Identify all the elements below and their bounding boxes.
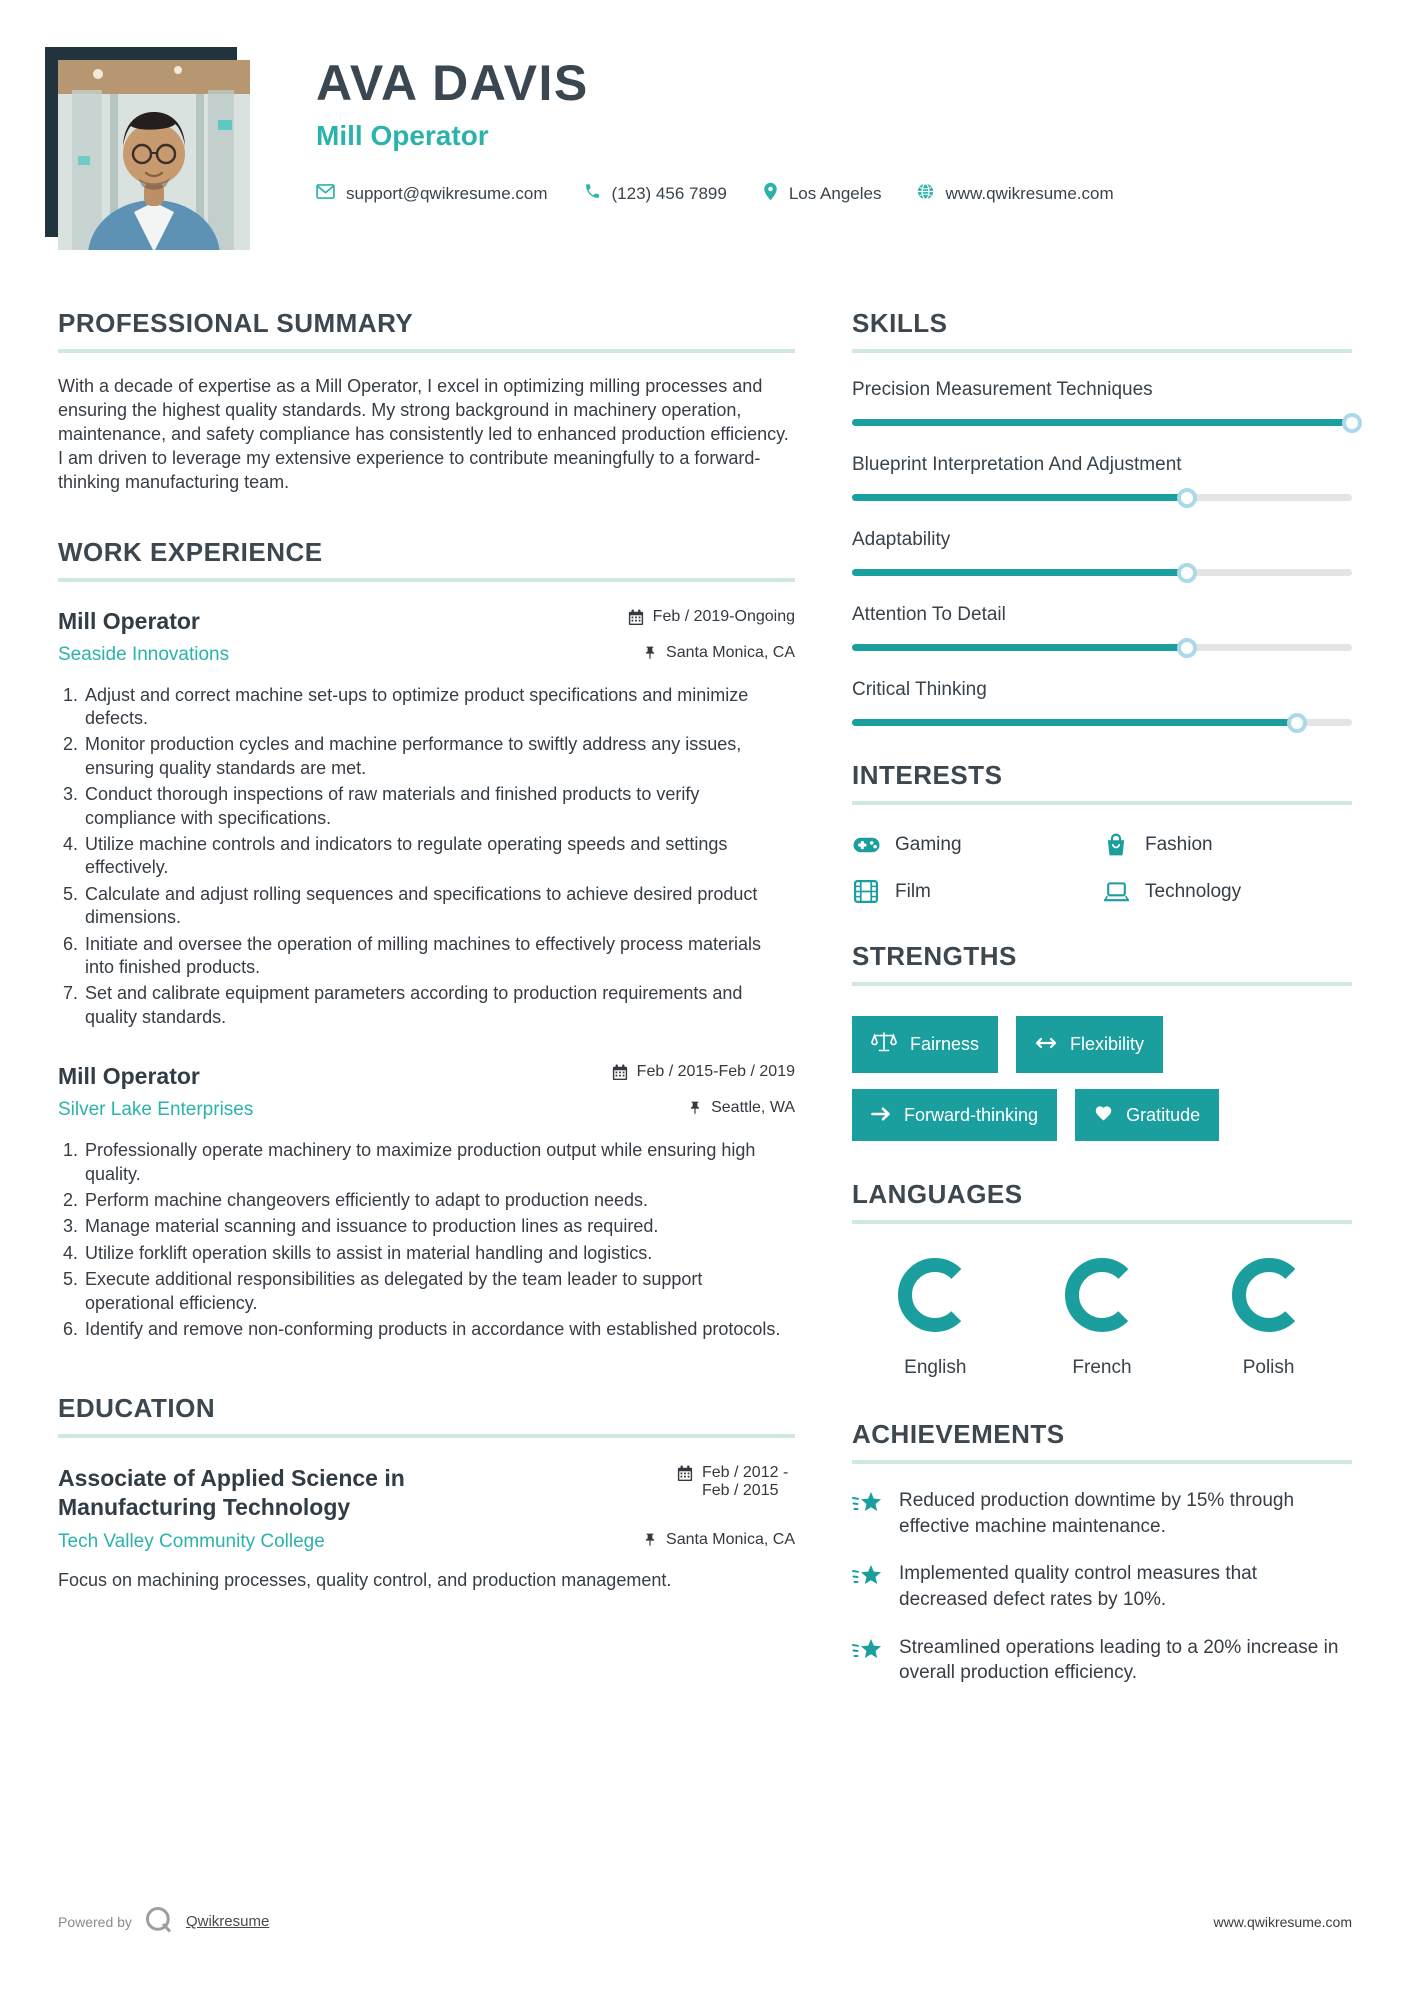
job-entry-2 [58,1063,795,1341]
language-donut-chart [1061,1254,1143,1341]
job-bullet: 5. Execute additional responsibilities as delegated by the team leader to support operational efficiency. [83,1268,795,1315]
interest-item-technology [1102,880,1352,903]
skill-progress-fill [852,644,1187,651]
degree-title: Associate of Applied Science in Manufacturing Technology [58,1465,405,1521]
section-divider [852,1220,1352,1224]
calendar-icon [677,1465,693,1482]
skill-item [852,454,1352,501]
education-location [643,1531,795,1549]
header-text [316,48,1114,206]
contact-location [763,182,882,206]
section-skills [852,308,1352,726]
skill-progress-fill [852,569,1187,576]
strength-label: Fairness [910,1034,980,1054]
job-bullet: 6. Identify and remove non-conforming products in accordance with established protocols. [83,1318,795,1341]
education-date-text: Feb / 2012 - Feb / 2015 [702,1464,789,1500]
skill-progress-fill [852,419,1352,426]
skill-slider-thumb [1287,713,1307,733]
achievement-item [852,1561,1352,1612]
job-location-text: Santa Monica, CA [666,643,795,661]
strength-badge-fairness [852,1016,998,1073]
shopping-bag-icon [1102,833,1130,856]
section-strengths [852,941,1352,1141]
gamepad-icon [852,836,880,854]
skills-heading: SKILLS [852,308,948,338]
job-bullet: 6. Initiate and oversee the operation of milling machines to effectively process materials into finished products. [83,933,795,980]
film-icon [852,880,880,903]
job-title: Mill Operator [58,1063,200,1090]
language-item [1019,1254,1186,1379]
skills-list [852,379,1352,726]
experience-heading: WORK EXPERIENCE [58,536,323,567]
summary-text: With a decade of expertise as a Mill Operator, I excel in optimizing milling processes and ensuring the highest quality standards. My strong background in machinery operation, maintenance, and safety compliance has consistently led to enhanced production efficiency. I am driven to leverage my extensive experience to contribute meaningfully to a forward-thinking manufacturing team. [58,376,789,492]
language-label: French [1072,1357,1132,1378]
section-divider [852,1460,1352,1464]
header [58,48,1352,250]
shooting-star-icon [852,1563,884,1612]
skill-item [852,529,1352,576]
left-right-arrow-icon [1035,1034,1057,1055]
contact-email [316,184,548,204]
skill-slider-thumb [1342,413,1362,433]
interest-item-gaming [852,833,1102,856]
language-label: Polish [1242,1357,1295,1378]
website-text: www.qwikresume.com [945,184,1114,203]
strength-label: Gratitude [1126,1104,1201,1125]
footer-website: www.qwikresume.com [1213,1913,1352,1930]
strength-badge-gratitude [1075,1089,1219,1141]
skill-progress-track [852,419,1352,426]
job-title: Mill Operator [58,607,200,634]
interest-item-film [852,880,1102,903]
language-donut-chart [894,1254,976,1341]
job-date-text: Feb / 2019-Ongoing [652,607,795,625]
calendar-icon [628,609,644,626]
powered-by-label: Powered by [58,1913,132,1930]
email-text: support@qwikresume.com [346,184,548,203]
profile-photo [58,60,250,250]
skill-label: Adaptability [852,529,951,550]
strength-badges [852,1016,1352,1141]
education-entry [58,1464,795,1592]
right-arrow-icon [871,1105,891,1126]
achievements-heading: ACHIEVEMENTS [852,1419,1065,1449]
job-bullet: 3. Manage material scanning and issuance to production lines as required. [83,1215,795,1238]
body-columns [58,308,1352,1686]
language-label: English [904,1357,967,1378]
job-bullet: 2. Monitor production cycles and machine performance to swiftly address any issues, ensuring quality standards are met. [83,733,795,780]
languages-list [852,1254,1352,1379]
language-donut-chart [1228,1254,1310,1341]
contact-row [316,182,1114,206]
heart-icon [1094,1104,1113,1126]
job-bullet-list [58,684,795,1029]
job-date-text: Feb / 2015-Feb / 2019 [636,1063,795,1081]
job-location [643,644,795,662]
contact-website [917,183,1113,205]
laptop-icon [1102,882,1130,902]
skill-label: Critical Thinking [852,679,987,700]
strength-badge-flexibility [1016,1016,1163,1073]
job-bullet: 1. Professionally operate machinery to maximize production output while ensuring high quality. [83,1139,795,1186]
job-bullet: 7. Set and calibrate equipment parameters according to production requirements and quality standards. [83,982,795,1029]
section-divider [58,578,795,582]
summary-heading: PROFESSIONAL SUMMARY [58,308,414,338]
skill-slider-thumb [1177,488,1197,508]
section-divider [852,801,1352,805]
candidate-title: Mill Operator [316,120,489,151]
interest-label: Technology [1145,880,1242,902]
phone-icon [584,183,601,205]
calendar-icon [612,1064,628,1081]
job-company: Silver Lake Enterprises [58,1099,254,1121]
section-divider [58,1434,795,1438]
achievement-text: Implemented quality control measures that decreased defect rates by 10%. [899,1563,1258,1610]
qwikresume-logo-icon [144,1905,174,1938]
skill-label: Attention To Detail [852,604,1006,625]
section-work-experience [58,537,795,1342]
school-name: Tech Valley Community College [58,1530,325,1552]
interests-heading: INTERESTS [852,760,1003,790]
shooting-star-icon [852,1637,884,1686]
phone-text: (123) 456 7899 [611,184,727,203]
skill-item [852,679,1352,726]
skill-progress-track [852,569,1352,576]
education-date [677,1464,795,1500]
skill-progress-track [852,494,1352,501]
contact-phone [584,183,727,205]
section-divider [852,982,1352,986]
job-bullet: 4. Utilize machine controls and indicators to regulate operating speeds and settings effectively. [83,833,795,880]
interest-label: Fashion [1145,833,1213,855]
globe-icon [917,183,934,205]
languages-heading: LANGUAGES [852,1179,1023,1209]
language-item [1185,1254,1352,1379]
powered-by [58,1905,269,1938]
strengths-heading: STRENGTHS [852,941,1017,971]
skill-label: Blueprint Interpretation And Adjustment [852,454,1182,475]
skill-label: Precision Measurement Techniques [852,379,1153,400]
language-item [852,1254,1019,1379]
section-interests [852,760,1352,903]
job-location-text: Seattle, WA [711,1099,795,1117]
location-pin-icon [763,182,778,206]
candidate-name: AVA DAVIS [316,55,589,111]
job-entry-1 [58,608,795,1029]
strength-label: Forward-thinking [904,1104,1039,1125]
section-languages [852,1179,1352,1379]
education-heading: EDUCATION [58,1393,216,1424]
job-date [612,1063,795,1081]
job-company: Seaside Innovations [58,643,230,665]
skill-slider-thumb [1177,563,1197,583]
job-bullet: 2. Perform machine changeovers efficiently to adapt to production needs. [83,1189,795,1212]
section-achievements [852,1419,1352,1686]
skill-progress-track [852,644,1352,651]
job-bullet: 5. Calculate and adjust rolling sequences and specifications to achieve desired product dimensions. [83,883,795,930]
job-date [628,608,795,626]
job-bullet: 1. Adjust and correct machine set-ups to optimize product specifications and minimize defects. [83,684,795,731]
strength-badge-forward-thinking [852,1089,1057,1141]
skill-progress-fill [852,719,1297,726]
interest-label: Film [895,880,931,902]
achievement-text: Streamlined operations leading to a 20% increase in overall production efficiency. [899,1636,1339,1684]
job-location [688,1099,795,1117]
qwikresume-link[interactable]: Qwikresume [185,1913,270,1930]
pushpin-icon [688,1100,702,1116]
skill-progress-track [852,719,1352,726]
left-column [58,308,795,1686]
pushpin-icon [643,1532,657,1548]
achievement-item [852,1635,1352,1686]
balance-scale-icon [871,1031,897,1058]
achievement-item [852,1488,1352,1539]
strength-label: Flexibility [1070,1034,1145,1054]
education-location-text: Santa Monica, CA [666,1530,795,1548]
skill-slider-thumb [1177,638,1197,658]
section-divider [852,349,1352,353]
email-icon [316,184,335,204]
job-bullet: 4. Utilize forklift operation skills to assist in material handling and logistics. [83,1242,795,1265]
skill-item [852,604,1352,651]
achievements-list [852,1488,1352,1686]
job-bullet: 3. Conduct thorough inspections of raw materials and finished products to verify compliance with specifications. [83,783,795,830]
shooting-star-icon [852,1490,884,1539]
interest-label: Gaming [895,833,962,855]
education-note: Focus on machining processes, quality control, and production management. [58,1569,672,1590]
footer [58,1905,1352,1938]
interests-grid [852,833,1352,903]
section-divider [58,349,795,353]
interest-item-fashion [1102,833,1352,856]
achievement-text: Reduced production downtime by 15% through effective machine maintenance. [899,1490,1295,1537]
profile-photo-image [58,60,250,250]
pushpin-icon [643,645,657,661]
section-education [58,1393,795,1592]
job-bullet-list [58,1139,795,1341]
skill-item [852,379,1352,426]
location-text: Los Angeles [788,184,882,203]
right-column [852,308,1352,1686]
section-professional-summary [58,308,795,495]
skill-progress-fill [852,494,1187,501]
